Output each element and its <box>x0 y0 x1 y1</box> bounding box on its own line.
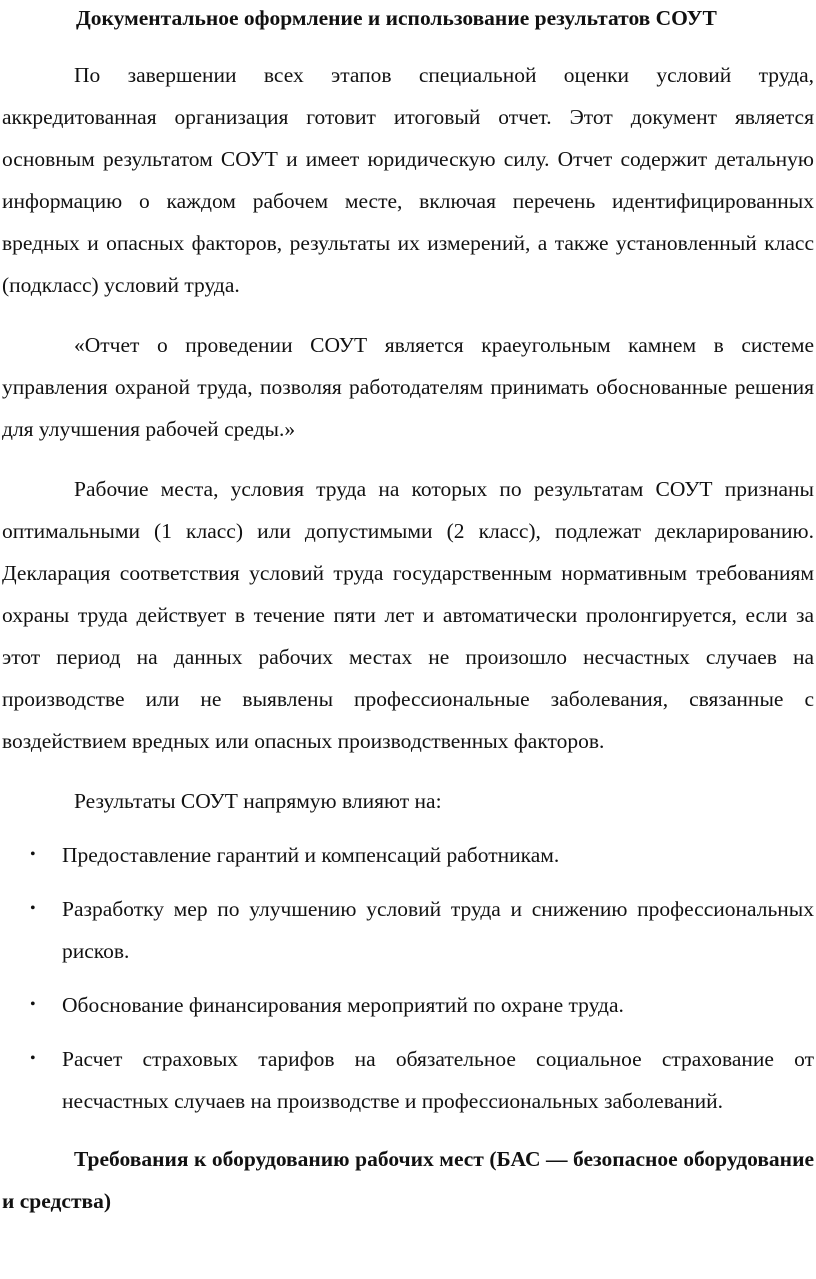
list-item <box>30 888 814 972</box>
document-title: Документальное оформление и использование результатов СОУТ <box>76 6 717 30</box>
bullet-icon: • <box>30 900 36 917</box>
list-item <box>30 834 814 876</box>
list-item-text: Предоставление гарантий и компенсаций работникам. <box>62 843 560 867</box>
bullet-icon: • <box>30 996 36 1013</box>
list-item-text: Расчет страховых тарифов на обязательное социальное страхование от несчастных случаев на производстве и профессиональных заболеваний. <box>62 1047 814 1113</box>
quote-paragraph: «Отчет о проведении СОУТ является краеугольным камнем в системе управления охраной труда, позволяя работодателям принимать обоснованные решения для улучшения рабочей среды.» <box>2 333 814 441</box>
list-item <box>30 1038 814 1122</box>
paragraph-report: По завершении всех этапов специальной оценки условий труда, аккредитованная организация готовит итоговый отчет. Этот документ является основным результатом СОУТ и имеет юридическую силу. Отчет содержит детальную информацию о каждом рабочем месте, включая перечень идентифицированных вредных и опасных факторов, результаты их измерений, а также установленный класс (подкласс) условий труда. <box>2 63 814 297</box>
bullet-icon: • <box>30 1050 36 1067</box>
section-heading: Требования к оборудованию рабочих мест (БАС — безопасное оборудование и средства) <box>2 1147 814 1213</box>
bullet-icon: • <box>30 846 36 863</box>
paragraph-declaration: Рабочие места, условия труда на которых по результатам СОУТ признаны оптимальными (1 класс) или допустимыми (2 класс), подлежат декларированию. Декларация соответствия условий труда государственным нормативным требованиям охраны труда действует в течение пяти лет и автоматически пролонгируется, если за этот период на данных рабочих местах не произошло несчастных случаев на производстве или не выявлены профессиональные заболевания, связанные с воздействием вредных или опасных производственных факторов. <box>2 477 814 753</box>
effects-list <box>2 834 814 1122</box>
list-intro: Результаты СОУТ напрямую влияют на: <box>74 789 442 813</box>
list-item <box>30 984 814 1026</box>
list-item-text: Обоснование финансирования мероприятий по охране труда. <box>62 993 624 1017</box>
list-item-text: Разработку мер по улучшению условий труда и снижению профессиональных рисков. <box>62 897 814 963</box>
